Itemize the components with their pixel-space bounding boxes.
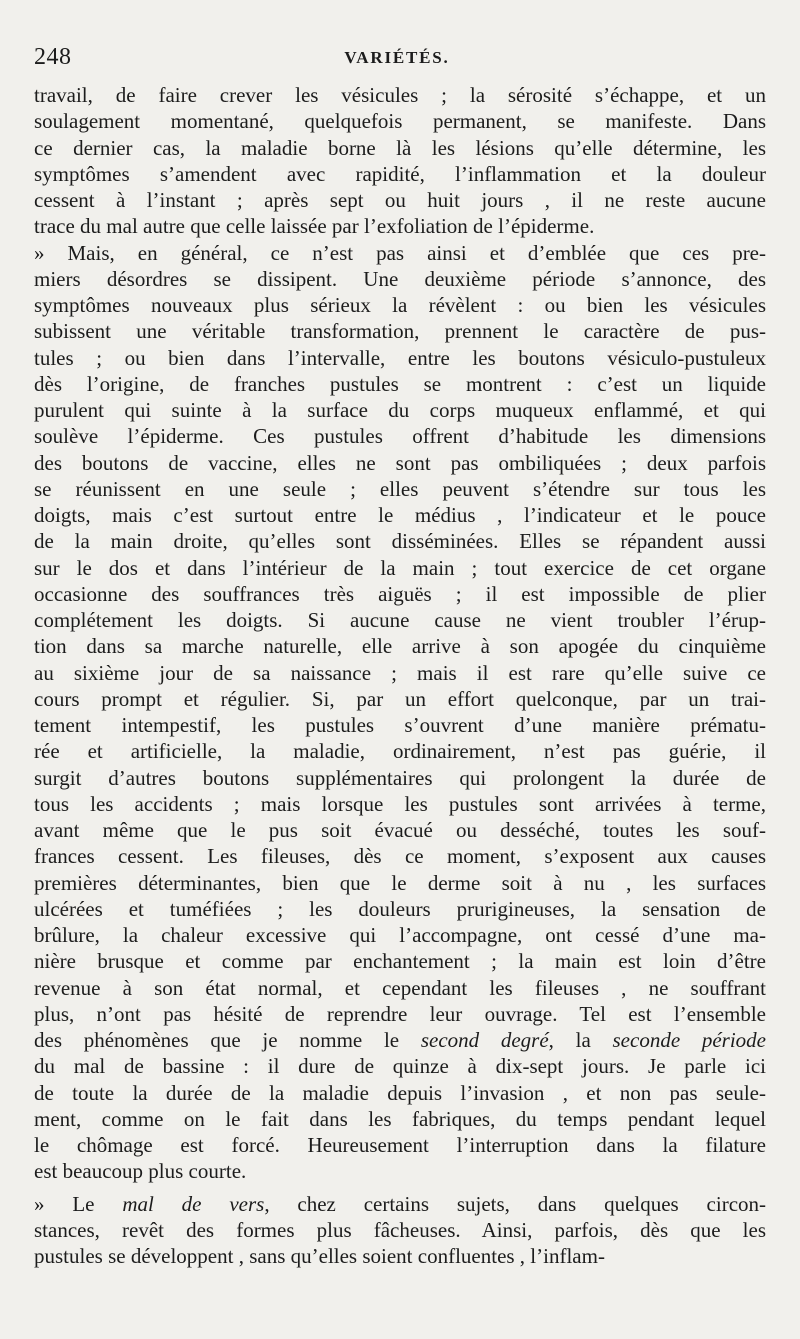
text-line: le chômage est forcé. Heureusement l’interruption dans la filature [34,1133,766,1157]
text-line: tous les accidents ; mais lorsque les pustules sont arrivées à terme, [34,791,766,816]
text-line: miers désordres se dissipent. Une deuxième période s’annonce, des [34,266,766,291]
running-title: VARIÉTÉS. [344,48,450,67]
text-line: tement intempestif, les pustules s’ouvrent d’une manière prématu- [34,713,766,737]
text-line: sur le dos et dans l’intérieur de la main ; tout exercice de cet organe [34,555,766,580]
text-line: ment, comme on le fait dans les fabriques, du temps pendant lequel [34,1106,766,1131]
text-line: stances, revêt des formes plus fâcheuses. Ainsi, parfois, dès que les [34,1217,766,1242]
text-line: dès l’origine, de franches pustules se montrent : c’est un liquide [34,371,766,396]
text-line: cessent à l’instant ; après sept ou huit jours , il ne reste aucune [34,188,766,212]
text-line: des boutons de vaccine, elles ne sont pas ombiliquées ; deux parfois [34,450,766,475]
text-line: purulent qui suinte à la surface du corps muqueux enflammé, et qui [34,398,766,422]
text-line: tion dans sa marche naturelle, elle arrive à son apogée du cinquième [34,634,766,659]
text-line: frances cessent. Les fileuses, dès ce moment, s’exposent aux causes [34,844,766,869]
paragraph [34,240,766,1185]
text-line: soulagement momentané, quelquefois permanent, se manifeste. Dans [34,109,766,134]
text-line: ce dernier cas, la maladie borne là les lésions qu’elle détermine, les [34,135,766,160]
text-line: travail, de faire crever les vésicules ; la sérosité s’échappe, et un [34,83,766,107]
text-line: revenue à son état normal, et cependant les fileuses , ne souffrant [34,975,766,1000]
text-line: ulcérées et tuméfiées ; les douleurs prurigineuses, la sensation de [34,896,766,921]
paragraph [34,82,766,240]
text-line: au sixième jour de sa naissance ; mais il est rare qu’elle suive ce [34,660,766,685]
text-line: soulève l’épiderme. Ces pustules offrent d’habitude les dimensions [34,424,766,449]
text-line: de la main droite, qu’elles sont disséminées. Elles se répandent aussi [34,529,766,554]
text-line: pustules se développent , sans qu’elles soient confluentes , l’inflam- [34,1244,605,1268]
page-header [34,44,760,74]
text-line: surgit d’autres boutons supplémentaires qui prolongent la durée de [34,765,766,790]
text-line: rée et artificielle, la maladie, ordinairement, n’est pas guérie, il [34,739,766,764]
body-text [34,82,766,1269]
text-line: tules ; ou bien dans l’intervalle, entre les boutons vésiculo-pustuleux [34,345,766,370]
text-line: brûlure, la chaleur excessive qui l’accompagne, ont cessé d’une ma- [34,923,766,947]
text-line: » Mais, en général, ce n’est pas ainsi et d’emblée que ces pre- [34,240,766,265]
text-line: complétement les doigts. Si aucune cause ne vient troubler l’érup- [34,608,766,632]
text-line: » Le mal de vers, chez certains sujets, dans quelques circon- [34,1191,766,1216]
page-number: 248 [34,44,72,70]
paragraph [34,1191,766,1270]
text-line: trace du mal autre que celle laissée par l’exfoliation de l’épiderme. [34,214,595,239]
text-line: plus, n’ont pas hésité de reprendre leur ouvrage. Tel est l’ensemble [34,1001,766,1026]
text-line: cours prompt et régulier. Si, par un effort quelconque, par un trai- [34,686,766,711]
text-line: de toute la durée de la maladie depuis l’invasion , et non pas seule- [34,1080,766,1105]
text-line: est beaucoup plus courte. [34,1159,247,1184]
text-line: symptômes s’amendent avec rapidité, l’inflammation et la douleur [34,161,766,186]
text-line: se réunissent en une seule ; elles peuvent s’étendre sur tous les [34,476,766,501]
text-line: avant même que le pus soit évacué ou desséché, toutes les souf- [34,818,766,842]
text-line: doigts, mais c’est surtout entre le médius , l’indicateur et le pouce [34,503,766,527]
text-line: premières déterminantes, bien que le derme soit à nu , les surfaces [34,870,766,895]
text-line: occasionne des souffrances très aiguës ; il est impossible de plier [34,581,766,606]
text-line: du mal de bassine : il dure de quinze à dix-sept jours. Je parle ici [34,1054,766,1079]
text-line: symptômes nouveaux plus sérieux la révèlent : ou bien les vésicules [34,293,766,317]
text-line: des phénomènes que je nomme le second degré, la seconde période [34,1028,766,1052]
text-line: nière brusque et comme par enchantement ; la main est loin d’être [34,949,766,974]
text-line: subissent une véritable transformation, prennent le caractère de pus- [34,319,766,344]
